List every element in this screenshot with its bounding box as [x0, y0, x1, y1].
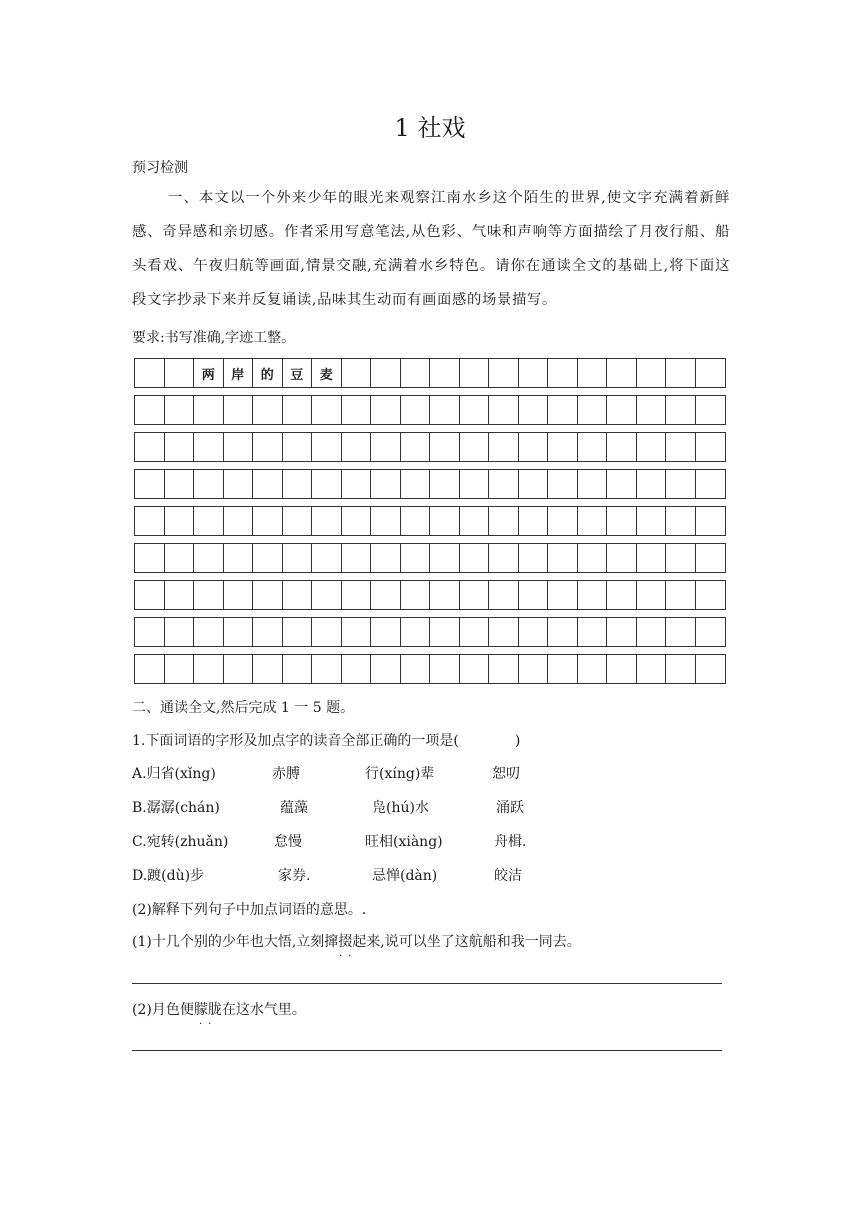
grid-cell[interactable]: 两	[194, 359, 224, 387]
grid-cell[interactable]	[135, 470, 165, 498]
grid-cell[interactable]	[312, 581, 342, 609]
grid-cell[interactable]	[253, 470, 283, 498]
grid-cell[interactable]	[519, 433, 549, 461]
grid-cell[interactable]	[548, 433, 578, 461]
grid-cell[interactable]	[401, 655, 431, 683]
grid-cell[interactable]	[135, 618, 165, 646]
grid-cell[interactable]	[430, 470, 460, 498]
grid-cell[interactable]	[460, 470, 490, 498]
grid-cell[interactable]	[607, 655, 637, 683]
grid-cell[interactable]	[519, 655, 549, 683]
grid-cell[interactable]	[283, 433, 313, 461]
grid-cell[interactable]	[578, 544, 608, 572]
grid-cell[interactable]	[578, 655, 608, 683]
option-d-word-4: 皎洁	[494, 868, 522, 884]
grid-cell[interactable]	[194, 655, 224, 683]
grid-cell[interactable]	[637, 470, 667, 498]
grid-cell[interactable]	[548, 655, 578, 683]
grid-cell[interactable]: 的	[253, 359, 283, 387]
emphasis-dots-2: ··	[199, 1019, 218, 1030]
grid-cell[interactable]	[666, 507, 696, 535]
grid-cell[interactable]	[135, 433, 165, 461]
option-c-word-1: C.宛转(zhuǎn)	[132, 834, 229, 850]
grid-cell[interactable]	[607, 544, 637, 572]
grid-cell[interactable]	[578, 433, 608, 461]
grid-cell[interactable]	[460, 655, 490, 683]
grid-cell[interactable]	[519, 544, 549, 572]
grid-cell[interactable]	[666, 359, 696, 387]
grid-cell[interactable]	[135, 544, 165, 572]
grid-row	[134, 617, 726, 647]
grid-cell[interactable]	[165, 544, 195, 572]
grid-cell[interactable]	[607, 359, 637, 387]
grid-cell[interactable]	[401, 470, 431, 498]
grid-cell[interactable]	[548, 396, 578, 424]
grid-cell[interactable]	[342, 507, 372, 535]
grid-cell[interactable]	[194, 544, 224, 572]
grid-cell[interactable]	[194, 507, 224, 535]
grid-cell[interactable]	[578, 581, 608, 609]
grid-cell[interactable]	[342, 433, 372, 461]
grid-cell[interactable]	[165, 396, 195, 424]
intro-paragraph: 一、本文以一个外来少年的眼光来观察江南水乡这个陌生的世界,使文字充满着新鲜感、奇异感和亲切感。作者采用写意笔法,从色彩、气味和声响等方面描绘了月夜行船、船头看戏、午夜归航等画面,情景交融,充满着水乡特色。请你在通读全文的基础上,将下面这段文字抄录下来并反复诵读,品味其生动而有画面感的场景描写。	[132, 190, 730, 308]
grid-cell[interactable]	[460, 544, 490, 572]
grid-cell[interactable]	[342, 396, 372, 424]
grid-cell[interactable]	[607, 507, 637, 535]
grid-cell[interactable]	[194, 618, 224, 646]
grid-cell[interactable]	[165, 359, 195, 387]
grid-cell[interactable]	[637, 618, 667, 646]
grid-cell[interactable]	[401, 359, 431, 387]
grid-cell[interactable]	[460, 618, 490, 646]
grid-cell[interactable]	[371, 470, 401, 498]
grid-cell[interactable]	[430, 433, 460, 461]
grid-cell[interactable]	[519, 396, 549, 424]
grid-cell[interactable]	[371, 507, 401, 535]
grid-cell[interactable]	[165, 581, 195, 609]
sentence-2: (2)月色便朦胧在这水气里。	[132, 1002, 306, 1018]
grid-cell[interactable]	[489, 396, 519, 424]
grid-row	[134, 543, 726, 573]
grid-cell[interactable]	[342, 544, 372, 572]
grid-cell[interactable]	[666, 655, 696, 683]
grid-cell[interactable]	[224, 433, 254, 461]
grid-cell[interactable]	[696, 433, 726, 461]
grid-cell[interactable]	[489, 359, 519, 387]
option-b	[132, 798, 552, 818]
grid-cell[interactable]	[578, 396, 608, 424]
option-b-word-3: 凫(hú)水	[372, 800, 429, 816]
part2-heading: 二、通读全文,然后完成 1 一 5 题。	[132, 700, 355, 716]
grid-cell[interactable]	[401, 507, 431, 535]
grid-cell[interactable]	[666, 396, 696, 424]
grid-cell[interactable]	[224, 618, 254, 646]
grid-cell[interactable]	[637, 581, 667, 609]
grid-cell[interactable]	[135, 655, 165, 683]
option-b-word-4: 涌跃	[496, 800, 524, 816]
grid-cell[interactable]	[224, 396, 254, 424]
grid-cell[interactable]	[283, 618, 313, 646]
grid-cell[interactable]	[283, 470, 313, 498]
question-2-heading: (2)解释下列句子中加点词语的意思。.	[132, 902, 367, 918]
option-a-word-1: A.归省(xǐng)	[132, 766, 216, 782]
grid-cell[interactable]	[489, 618, 519, 646]
grid-cell[interactable]	[607, 470, 637, 498]
grid-cell[interactable]	[460, 433, 490, 461]
grid-cell[interactable]	[283, 581, 313, 609]
grid-cell[interactable]	[312, 655, 342, 683]
option-c-word-2: 怠慢	[274, 834, 302, 850]
grid-cell[interactable]	[194, 433, 224, 461]
grid-cell[interactable]	[489, 544, 519, 572]
grid-row	[134, 580, 726, 610]
grid-cell[interactable]	[548, 359, 578, 387]
grid-cell[interactable]	[696, 618, 726, 646]
grid-cell[interactable]	[430, 655, 460, 683]
grid-cell[interactable]	[135, 581, 165, 609]
grid-cell[interactable]	[342, 618, 372, 646]
grid-cell[interactable]	[342, 359, 372, 387]
grid-cell[interactable]	[371, 396, 401, 424]
grid-cell[interactable]	[430, 544, 460, 572]
grid-cell[interactable]	[489, 433, 519, 461]
option-a-word-2: 赤膊	[272, 766, 300, 782]
grid-cell[interactable]	[666, 618, 696, 646]
grid-row	[134, 506, 726, 536]
grid-cell[interactable]	[224, 470, 254, 498]
grid-cell[interactable]	[637, 544, 667, 572]
grid-cell[interactable]	[548, 581, 578, 609]
grid-cell[interactable]	[519, 359, 549, 387]
grid-cell[interactable]	[194, 581, 224, 609]
grid-cell[interactable]	[401, 396, 431, 424]
answer-line-1[interactable]	[132, 983, 722, 984]
grid-cell[interactable]	[666, 470, 696, 498]
option-d	[132, 866, 552, 886]
grid-cell[interactable]: 岸	[224, 359, 254, 387]
grid-cell[interactable]	[283, 396, 313, 424]
grid-cell[interactable]	[696, 470, 726, 498]
option-c-word-4: 舟楫.	[494, 834, 527, 850]
grid-row	[134, 395, 726, 425]
grid-cell[interactable]	[607, 396, 637, 424]
grid-row	[134, 358, 726, 388]
grid-cell[interactable]	[165, 470, 195, 498]
grid-cell[interactable]	[666, 581, 696, 609]
grid-cell[interactable]: 豆	[283, 359, 313, 387]
option-b-word-2: 蕴藻	[280, 800, 308, 816]
grid-row	[134, 432, 726, 462]
grid-cell[interactable]	[460, 581, 490, 609]
grid-cell[interactable]	[401, 618, 431, 646]
grid-row	[134, 469, 726, 499]
grid-cell[interactable]	[371, 544, 401, 572]
option-a	[132, 764, 552, 784]
grid-cell[interactable]	[607, 581, 637, 609]
grid-cell[interactable]	[578, 618, 608, 646]
grid-cell[interactable]	[135, 359, 165, 387]
grid-cell[interactable]	[342, 470, 372, 498]
grid-cell[interactable]	[548, 544, 578, 572]
option-d-word-3: 忌惮(dàn)	[372, 868, 438, 884]
grid-cell[interactable]	[637, 396, 667, 424]
grid-cell[interactable]	[194, 470, 224, 498]
grid-cell[interactable]	[135, 507, 165, 535]
grid-cell[interactable]	[548, 618, 578, 646]
grid-cell[interactable]	[548, 470, 578, 498]
grid-cell[interactable]	[578, 507, 608, 535]
grid-cell[interactable]	[489, 507, 519, 535]
grid-cell[interactable]	[312, 470, 342, 498]
grid-cell[interactable]	[578, 470, 608, 498]
grid-cell[interactable]	[342, 581, 372, 609]
grid-cell[interactable]	[224, 507, 254, 535]
grid-cell[interactable]	[607, 433, 637, 461]
grid-cell[interactable]	[430, 359, 460, 387]
grid-cell[interactable]	[489, 470, 519, 498]
grid-cell[interactable]	[224, 544, 254, 572]
requirement-text: 要求:书写准确,字迹工整。	[132, 330, 296, 346]
grid-cell[interactable]	[489, 581, 519, 609]
grid-cell[interactable]	[696, 507, 726, 535]
grid-cell[interactable]	[430, 581, 460, 609]
option-d-word-2: 家券.	[278, 868, 311, 884]
grid-cell[interactable]	[135, 396, 165, 424]
option-d-word-1: D.踱(dù)步	[132, 868, 205, 884]
grid-cell[interactable]	[253, 396, 283, 424]
grid-cell[interactable]	[312, 544, 342, 572]
grid-cell[interactable]	[312, 507, 342, 535]
grid-cell[interactable]	[696, 581, 726, 609]
grid-cell[interactable]	[607, 618, 637, 646]
sentence-1: (1)十几个别的少年也大悟,立刻撺掇起来,说可以坐了这航船和我一同去。	[132, 934, 581, 950]
grid-cell[interactable]	[430, 507, 460, 535]
grid-cell[interactable]	[253, 655, 283, 683]
grid-cell[interactable]	[283, 655, 313, 683]
grid-cell[interactable]	[519, 618, 549, 646]
grid-cell[interactable]	[637, 359, 667, 387]
grid-cell[interactable]	[519, 470, 549, 498]
grid-cell[interactable]	[253, 618, 283, 646]
grid-cell[interactable]	[194, 396, 224, 424]
grid-cell[interactable]	[578, 359, 608, 387]
grid-cell[interactable]	[460, 359, 490, 387]
grid-cell[interactable]	[430, 396, 460, 424]
grid-cell[interactable]	[666, 433, 696, 461]
grid-cell[interactable]	[696, 359, 726, 387]
grid-cell[interactable]	[696, 396, 726, 424]
grid-cell[interactable]	[371, 433, 401, 461]
grid-cell[interactable]	[696, 544, 726, 572]
grid-cell[interactable]	[460, 396, 490, 424]
grid-cell[interactable]	[283, 507, 313, 535]
option-a-word-4: 恕叨	[492, 766, 520, 782]
option-a-word-3: 行(xíng)辈	[365, 766, 435, 782]
grid-cell[interactable]	[253, 544, 283, 572]
grid-cell[interactable]	[253, 581, 283, 609]
section-label: 预习检测	[132, 160, 188, 176]
grid-cell[interactable]	[401, 544, 431, 572]
page-title: 1 社戏	[394, 114, 466, 142]
grid-cell[interactable]	[253, 507, 283, 535]
option-c-word-3: 旺相(xiàng)	[365, 834, 443, 850]
grid-cell[interactable]	[489, 655, 519, 683]
grid-cell[interactable]	[401, 581, 431, 609]
grid-cell[interactable]	[666, 544, 696, 572]
grid-cell[interactable]	[165, 618, 195, 646]
grid-cell[interactable]	[696, 655, 726, 683]
grid-cell[interactable]	[312, 618, 342, 646]
grid-cell[interactable]	[342, 655, 372, 683]
grid-cell[interactable]	[371, 359, 401, 387]
grid-cell[interactable]	[165, 655, 195, 683]
grid-cell[interactable]: 麦	[312, 359, 342, 387]
emphasis-dots-1: ··	[339, 951, 358, 962]
grid-cell[interactable]	[637, 433, 667, 461]
question-1: 1.下面词语的字形及加点字的读音全部正确的一项是( )	[132, 733, 521, 749]
grid-cell[interactable]	[430, 618, 460, 646]
grid-cell[interactable]	[637, 655, 667, 683]
grid-cell[interactable]	[312, 433, 342, 461]
option-b-word-1: B.潺潺(chán)	[132, 800, 220, 816]
grid-cell[interactable]	[548, 507, 578, 535]
grid-cell[interactable]	[460, 507, 490, 535]
grid-row	[134, 654, 726, 684]
grid-cell[interactable]	[224, 581, 254, 609]
grid-cell[interactable]	[371, 581, 401, 609]
grid-cell[interactable]	[371, 655, 401, 683]
grid-cell[interactable]	[312, 396, 342, 424]
grid-cell[interactable]	[165, 507, 195, 535]
grid-cell[interactable]	[224, 655, 254, 683]
grid-cell[interactable]	[401, 433, 431, 461]
grid-cell[interactable]	[283, 544, 313, 572]
grid-cell[interactable]	[637, 507, 667, 535]
grid-cell[interactable]	[519, 581, 549, 609]
grid-cell[interactable]	[519, 507, 549, 535]
grid-cell[interactable]	[371, 618, 401, 646]
grid-cell[interactable]	[165, 433, 195, 461]
answer-line-2[interactable]	[132, 1050, 722, 1051]
grid-cell[interactable]	[253, 433, 283, 461]
option-c	[132, 832, 552, 852]
